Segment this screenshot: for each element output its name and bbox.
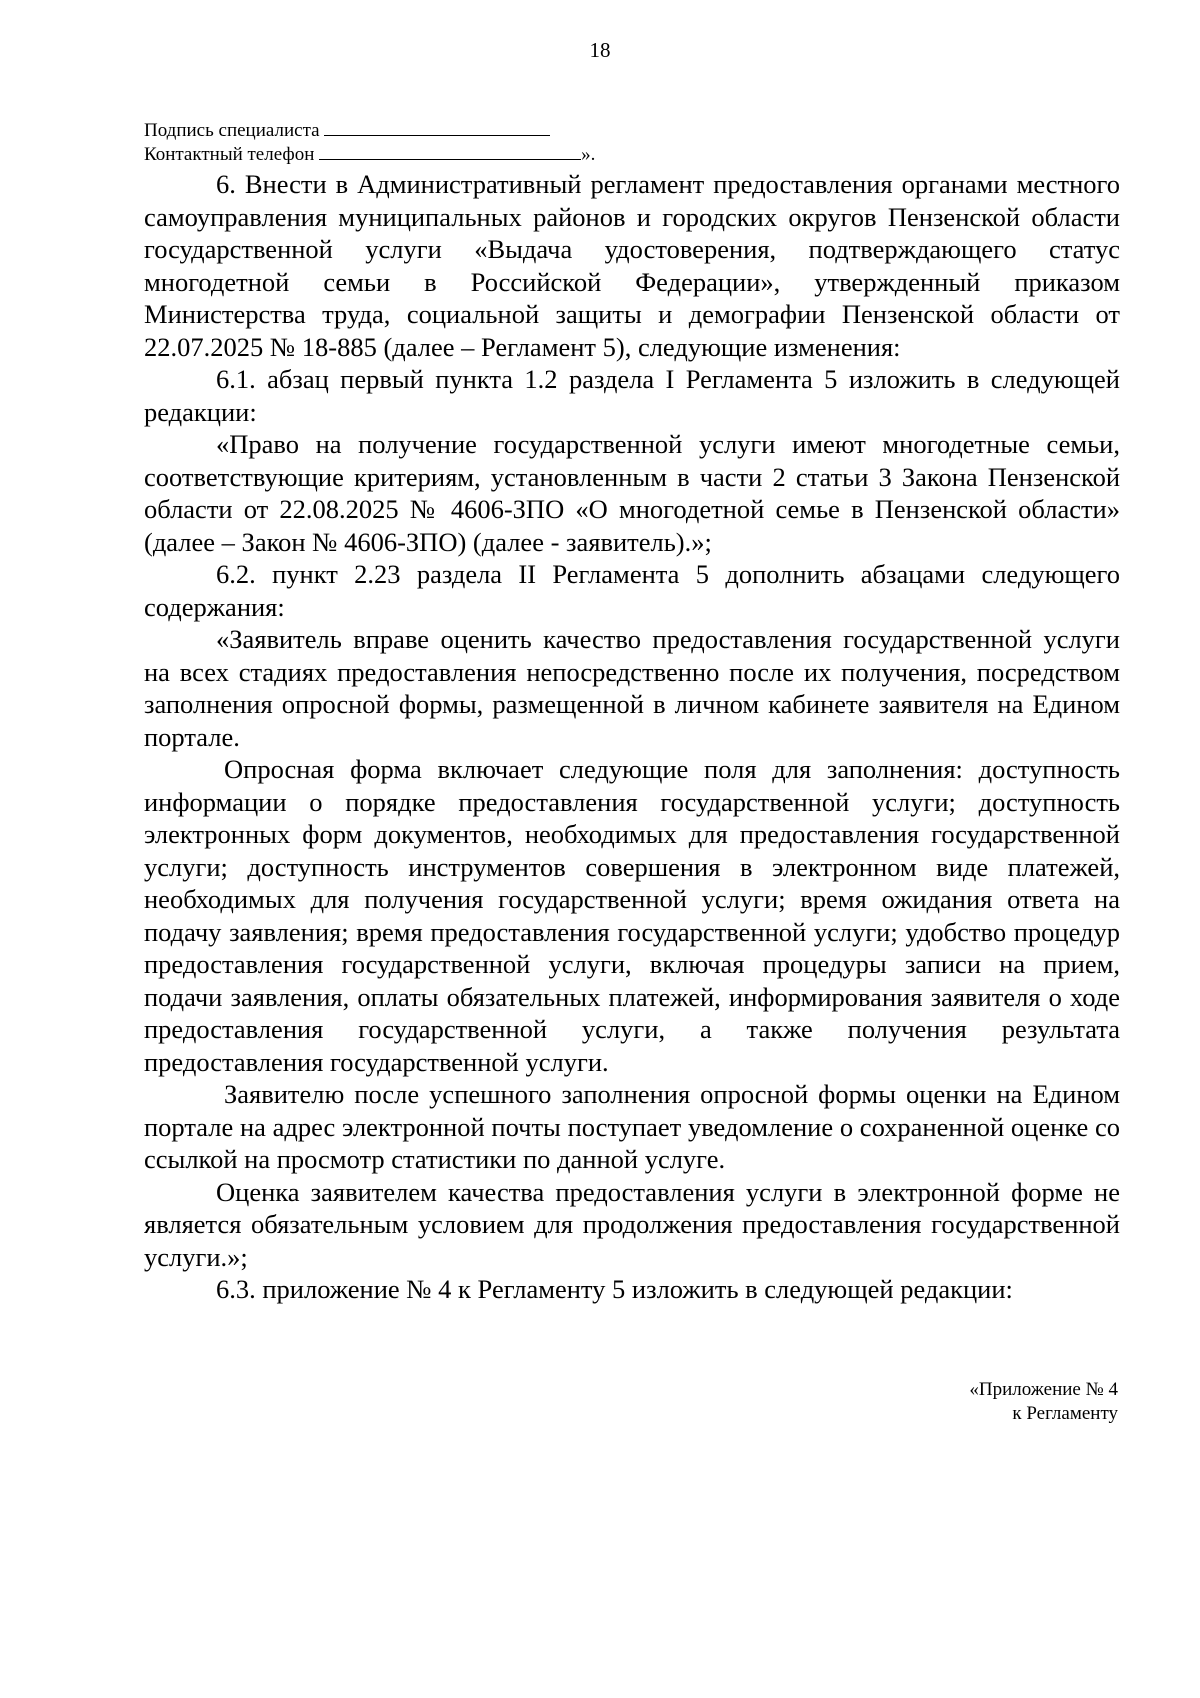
annex-subtitle: к Регламенту <box>1012 1403 1118 1424</box>
annex-title: «Приложение № 4 <box>969 1379 1118 1400</box>
contact-phone-line <box>144 142 595 167</box>
paragraph-item-6-2: 6.2. пункт 2.23 раздела II Регламента 5 дополнить абзацами следующего содержания: <box>144 559 1120 622</box>
paragraph-quote-6-2-a: «Заявитель вправе оценить качество предоставления государственной услуги на всех стадиях предоставления непосредственно после их получения, посредством заполнения опросной формы, размещенной в личном кабинете заявителя на Едином портале. <box>144 624 1120 752</box>
annex-header <box>969 1378 1118 1426</box>
paragraph-quote-6-1: «Право на получение государственной услуги имеют многодетные семьи, соответствующие критериям, установленным в части 2 статьи 3 Закона Пензенской области от 22.08.2025 № 4606-ЗПО «О многодетной семье в Пензенской области» (далее – Закон № 4606-ЗПО) (далее - заявитель).»; <box>144 429 1120 557</box>
paragraph-quote-6-2-b: Опросная форма включает следующие поля для заполнения: доступность информации о порядке предоставления государственной услуги; доступность электронных форм документов, необходимых для предоставления государственной услуги; доступность инструментов совершения в электронном виде платежей, необходимых для получения государственной услуги; время ожидания ответа на подачу заявления; время предоставления государственной услуги; удобство процедур предоставления государственной услуги, включая процедуры записи на прием, подачи заявления, оплаты обязательных платежей, информирования заявителя о ходе предоставления государственной услуги, а также получения результата предоставления государственной услуги. <box>144 754 1120 1077</box>
signature-blank <box>324 118 550 136</box>
phone-blank <box>319 142 581 160</box>
document-body <box>144 168 1120 1306</box>
page-number: 18 <box>589 38 611 62</box>
paragraph-item-6-1: 6.1. абзац первый пункта 1.2 раздела I Регламента 5 изложить в следующей редакции: <box>144 364 1120 427</box>
specialist-signature-label: Подпись специалиста <box>144 120 320 141</box>
paragraph-item-6: 6. Внести в Административный регламент предоставления органами местного самоуправления муниципальных районов и городских округов Пензенской области государственной услуги «Выдача удостоверения, подтверждающего статус многодетной семьи в Российской Федерации», утвержденный приказом Министерства труда, социальной защиты и демографии Пензенской области от 22.07.2025 № 18-885 (далее – Регламент 5), следующие изменения: <box>144 169 1120 362</box>
phone-line-suffix: ». <box>581 144 596 165</box>
paragraph-quote-6-2-d: Оценка заявителем качества предоставления услуги в электронной форме не является обязательным условием для продолжения предоставления государственной услуги.»; <box>144 1176 1120 1272</box>
specialist-signature-line <box>144 118 550 143</box>
paragraph-item-6-3: 6.3. приложение № 4 к Регламенту 5 изложить в следующей редакции: <box>216 1274 1013 1304</box>
paragraph-quote-6-2-c: Заявителю после успешного заполнения опросной формы оценки на Едином портале на адрес электронной почты поступает уведомление о сохраненной оценке со ссылкой на просмотр статистики по данной услуге. <box>144 1079 1120 1174</box>
contact-phone-label: Контактный телефон <box>144 144 315 165</box>
